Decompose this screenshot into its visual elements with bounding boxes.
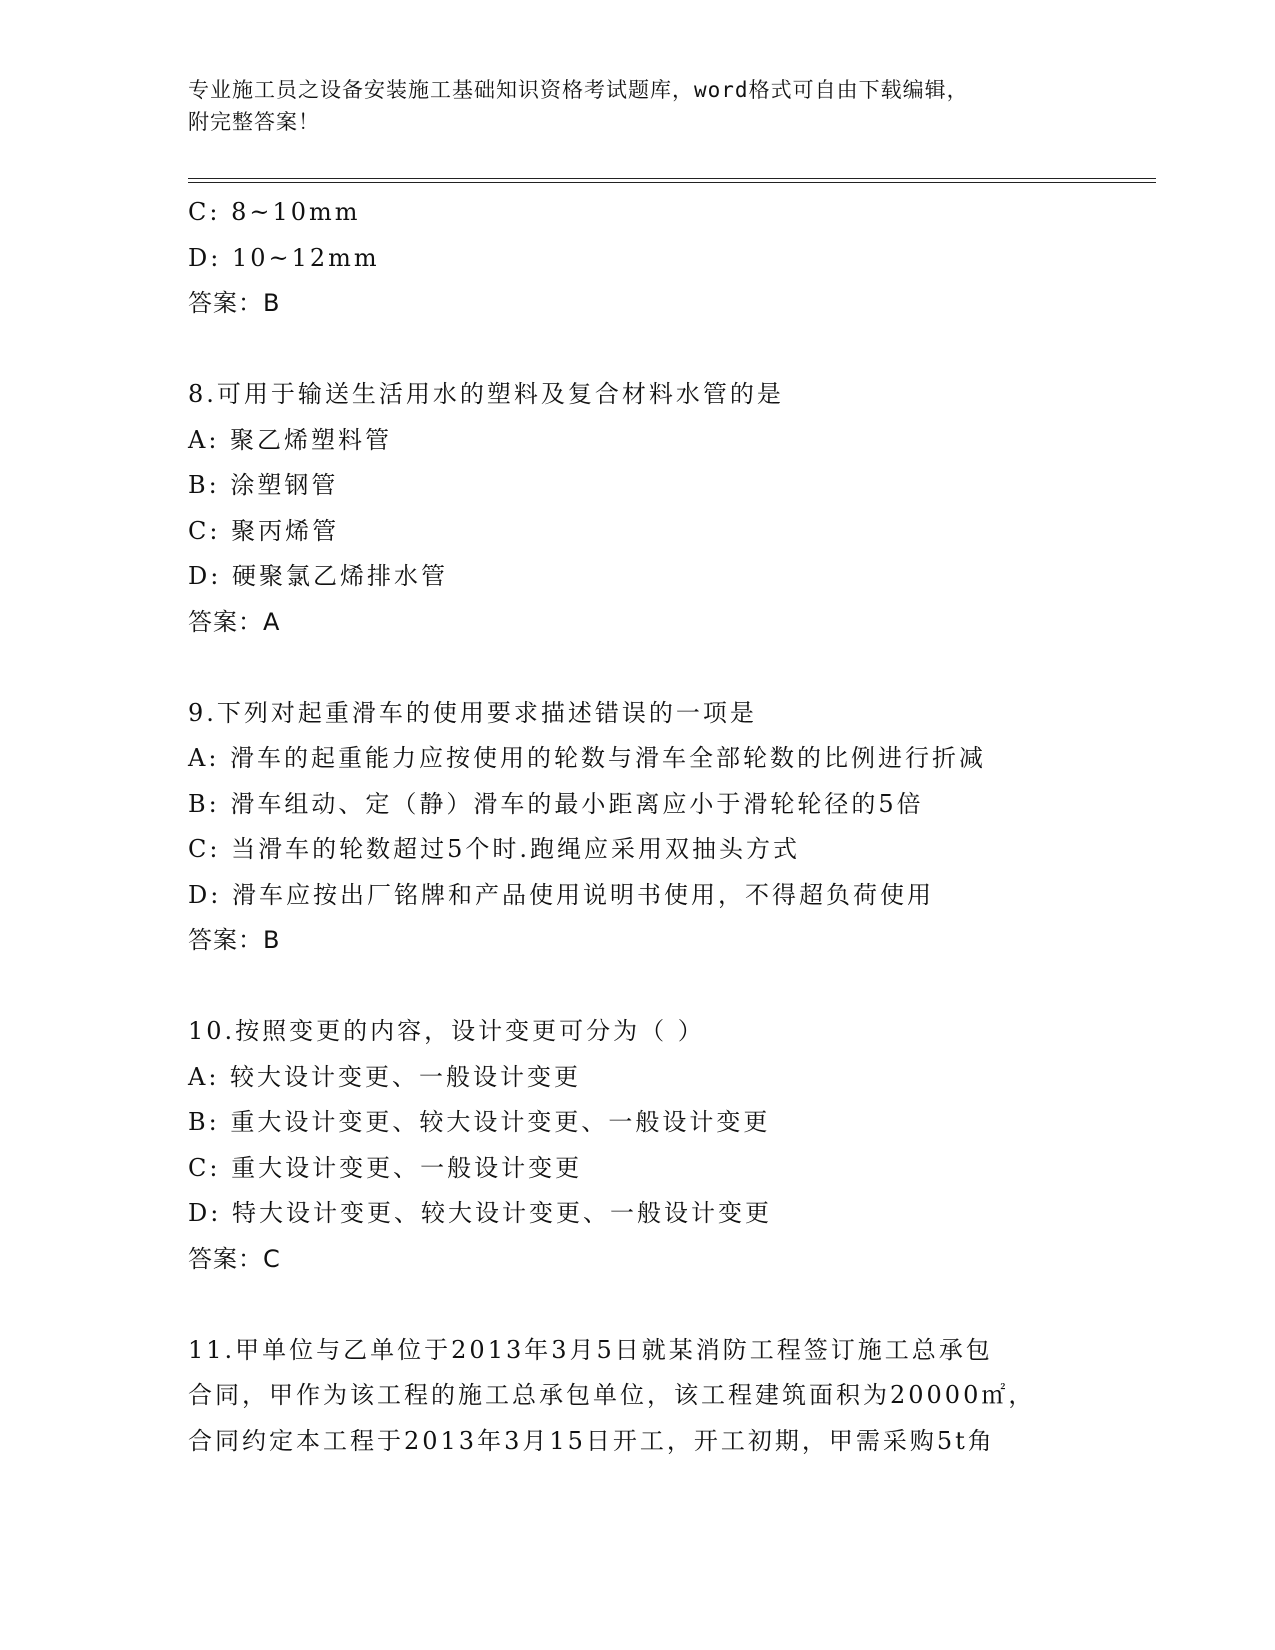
option-a: A: 聚乙烯塑料管: [188, 425, 393, 454]
option-b: B: 滑车组动、定（静）滑车的最小距离应小于滑轮轮径的5倍: [188, 789, 924, 818]
header-divider-top: [188, 178, 1156, 179]
option-a: A: 较大设计变更、一般设计变更: [188, 1062, 582, 1091]
document-header: [188, 74, 1068, 138]
question-text-line-3: 合同约定本工程于2013年3月15日开工，开工初期，甲需采购5t角: [188, 1426, 995, 1455]
option-d: D: 硬聚氯乙烯排水管: [188, 562, 448, 590]
question-10: [188, 1009, 1088, 1282]
answer: 答案：B: [188, 926, 281, 954]
option-d: D: 滑车应按出厂铭牌和产品使用说明书使用，不得超负荷使用: [188, 880, 934, 909]
question-text-line-2: 合同，甲作为该工程的施工总承包单位，该工程建筑面积为20000㎡，: [188, 1381, 1036, 1409]
option-c: C: 当滑车的轮数超过5个时.跑绳应采用双抽头方式: [188, 835, 800, 863]
option-c: C: 重大设计变更、一般设计变更: [188, 1153, 583, 1182]
answer: 答案：A: [188, 607, 281, 636]
option-b: B: 重大设计变更、较大设计变更、一般设计变更: [188, 1108, 771, 1136]
header-line-2: 附完整答案！: [188, 110, 320, 134]
question-11: [188, 1328, 1088, 1465]
question-text: 8.可用于输送生活用水的塑料及复合材料水管的是: [188, 380, 784, 408]
question-text: 9.下列对起重滑车的使用要求描述错误的一项是: [188, 698, 757, 727]
option-d: D: 特大设计变更、较大设计变更、一般设计变更: [188, 1199, 772, 1227]
answer: 答案：B: [188, 289, 281, 317]
answer: 答案：C: [188, 1244, 281, 1273]
header-line-1: 专业施工员之设备安装施工基础知识资格考试题库，word格式可自由下载编辑，: [188, 78, 969, 102]
question-text: 10.按照变更的内容，设计变更可分为（ ）: [188, 1017, 705, 1045]
option-a: A: 滑车的起重能力应按使用的轮数与滑车全部轮数的比例进行折减: [188, 744, 987, 772]
option-c: C: 8~10mm: [188, 198, 361, 226]
option-c: C: 聚丙烯管: [188, 516, 340, 545]
option-b: B: 涂塑钢管: [188, 471, 339, 499]
header-divider-bottom: [188, 182, 1156, 183]
question-7-tail: [188, 190, 1088, 327]
question-text-line-1: 11.甲单位与乙单位于2013年3月5日就某消防工程签订施工总承包: [188, 1335, 993, 1364]
option-d: D: 10~12mm: [188, 243, 380, 272]
question-list: [188, 190, 1088, 1464]
question-8: [188, 372, 1088, 645]
question-9: [188, 691, 1088, 964]
